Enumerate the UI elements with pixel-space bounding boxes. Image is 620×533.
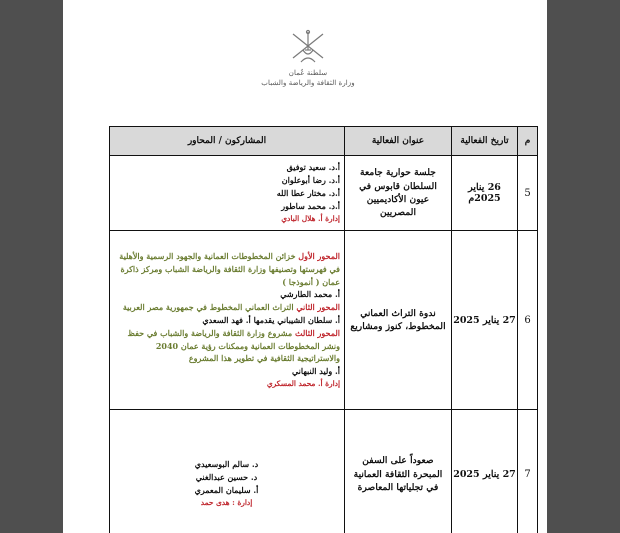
ministry-name-line2: وزارة الثقافة والرياضة والشباب — [261, 78, 355, 87]
participant: أ. سليمان المعمري — [194, 484, 259, 495]
ministry-logo — [253, 28, 363, 88]
row-number: 7 — [518, 410, 538, 533]
row-number: 6 — [518, 231, 538, 410]
table-row — [110, 231, 538, 410]
table-header-row — [110, 127, 538, 156]
axis-1-text: خزائن المخطوطات العمانية والجهود الرسمية والأهلية في فهرستها وتصنيفها وزارة الثقافة والرياضة الشباب ومركز ذاكرة عمان ( أنموذجا ) — [119, 251, 340, 287]
participant: د. سالم البوسعيدي — [194, 459, 259, 470]
participant: أ.د. محمد ساطور — [281, 200, 340, 211]
moderator: إدارة أ. محمد المسكري — [266, 379, 340, 389]
participant: أ.د. سعيد توفيق — [286, 162, 340, 173]
event-title: ندوة التراث العماني المخطوط، كنوز ومشاريع — [345, 231, 452, 410]
participant: أ.د. مختار عطا الله — [276, 188, 340, 199]
axis-3-label: المحور الثالث — [292, 327, 340, 338]
participant: أ.د. رضا أبوعلوان — [281, 175, 340, 186]
header-date: تاريخ الفعالية — [452, 127, 518, 156]
axis-3-speaker: أ. وليد النبهاني — [292, 366, 340, 377]
axis-2-speaker: أ. سلطان الشيباني يقدمها أ. فهد السعدي — [202, 315, 340, 326]
participants-cell — [110, 410, 345, 533]
events-table — [109, 126, 538, 533]
participants-cell — [110, 156, 345, 231]
document-page — [63, 0, 547, 533]
axis-3-text: مشروع وزارة الثقافة والرياضة والشباب في حفظ ونشر المخطوطات العمانية وممكنات رؤية عمان 2040 والاستراتيجية الثقافية في تطوير هذا المشروع — [127, 327, 340, 364]
row-number: 5 — [518, 156, 538, 231]
table-row — [110, 156, 538, 231]
axis-3 — [113, 327, 340, 365]
axis-2-text: التراث العماني المخطوط في جمهورية مصر العربية — [122, 302, 294, 313]
table-row — [110, 410, 538, 533]
oman-khanjar-emblem-icon — [253, 28, 363, 68]
event-date: 27 يناير 2025 — [452, 231, 518, 410]
axis-2 — [113, 301, 340, 314]
axis-1-speaker: أ. محمد الطارشي — [280, 289, 340, 300]
moderator: إدارة أ. هلال البادي — [281, 213, 340, 223]
header-participants: المشاركون / المحاور — [110, 127, 345, 156]
axis-1 — [113, 250, 340, 288]
event-date: 26 يناير 2025م — [452, 156, 518, 231]
event-title: جلسة حوارية جامعة السلطان قابوس في عيون الأكاديميين المصريين — [345, 156, 452, 231]
header-title: عنوان الفعالية — [345, 127, 452, 156]
event-date: 27 يناير 2025 — [452, 410, 518, 533]
axis-1-label: المحور الأول — [295, 251, 340, 262]
participants-block — [113, 440, 340, 508]
axis-2-label: المحور الثاني — [293, 302, 340, 313]
moderator: إدارة : هدى حمد — [200, 497, 253, 507]
header-num: م — [518, 127, 538, 156]
participant: د. حسين عبدالغني — [195, 472, 258, 483]
event-title: صعوداً على السفن المبحرة الثقافة العمانية في تجلياتها المعاصرة — [345, 410, 452, 533]
axes-cell — [110, 231, 345, 410]
ministry-name-line1: سلطنة عُمان — [288, 68, 328, 77]
